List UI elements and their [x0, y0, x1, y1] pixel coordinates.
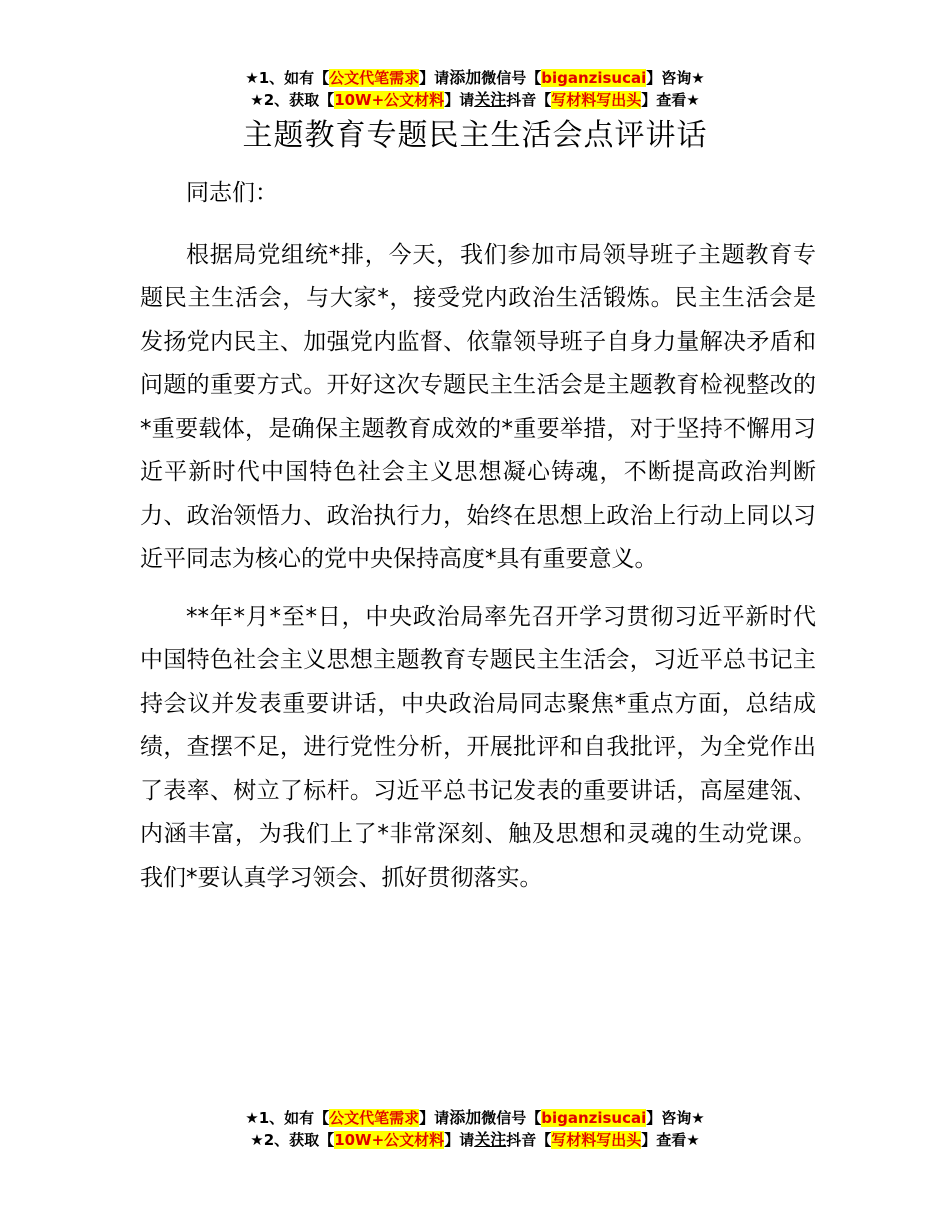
promo-highlight: 公文代笔需求	[329, 1109, 420, 1127]
salutation: 同志们：	[186, 180, 278, 206]
body-paragraph: **年*月*至*日，中央政治局率先召开学习贯彻习近平新时代中国特色社会主义思想主题教育专题民主生活会，习近平总书记主持会议并发表重要讲话，中央政治局同志聚焦*重点方面，总结成绩，查摆不足，进行党性分析，开展批评和自我批评，为全党作出了表率、树立了标杆。习近平总书记发表的重要讲话，高屋建瓴、内涵丰富，为我们上了*非常深刻、触及思想和灵魂的生动党课。我们*要认真学习领会、抓好贯彻落实。	[140, 603, 816, 891]
promo-highlight: 10W+公文材料	[334, 91, 445, 109]
douyin-account: 写材料写出头	[551, 1131, 642, 1149]
promo-line-1: ★1、如有【公文代笔需求】请添加微信号【biganzisucai】咨询★	[245, 1108, 705, 1127]
douyin-account: 写材料写出头	[551, 91, 642, 109]
promo-banner-top	[0, 67, 950, 111]
wechat-id: biganzisucai	[541, 69, 647, 87]
promo-highlight: 公文代笔需求	[329, 69, 420, 87]
promo-line-2: ★2、获取【10W+公文材料】请关注抖音【写材料写出头】查看★	[250, 1130, 700, 1149]
body-paragraph: 根据局党组统*排，今天，我们参加市局领导班子主题教育专题民主生活会，与大家*，接受党内政治生活锻炼。民主生活会是发扬党内民主、加强党内监督、依靠领导班子自身力量解决矛盾和问题的重要方式。开好这次专题民主生活会是主题教育检视整改的*重要载体，是确保主题教育成效的*重要举措，对于坚持不懈用习近平新时代中国特色社会主义思想凝心铸魂，不断提高政治判断力、政治领悟力、政治执行力，始终在思想上政治上行动上同以习近平同志为核心的党中央保持高度*具有重要意义。	[140, 241, 816, 572]
promo-line-1: ★1、如有【公文代笔需求】请添加微信号【biganzisucai】咨询★	[245, 68, 705, 87]
promo-highlight: 10W+公文材料	[334, 1131, 445, 1149]
promo-banner-bottom	[0, 1107, 950, 1151]
promo-line-2: ★2、获取【10W+公文材料】请关注抖音【写材料写出头】查看★	[250, 90, 700, 109]
wechat-id: biganzisucai	[541, 1109, 647, 1127]
document-body	[140, 172, 816, 914]
document-title: 主题教育专题民主生活会点评讲话	[242, 118, 708, 153]
